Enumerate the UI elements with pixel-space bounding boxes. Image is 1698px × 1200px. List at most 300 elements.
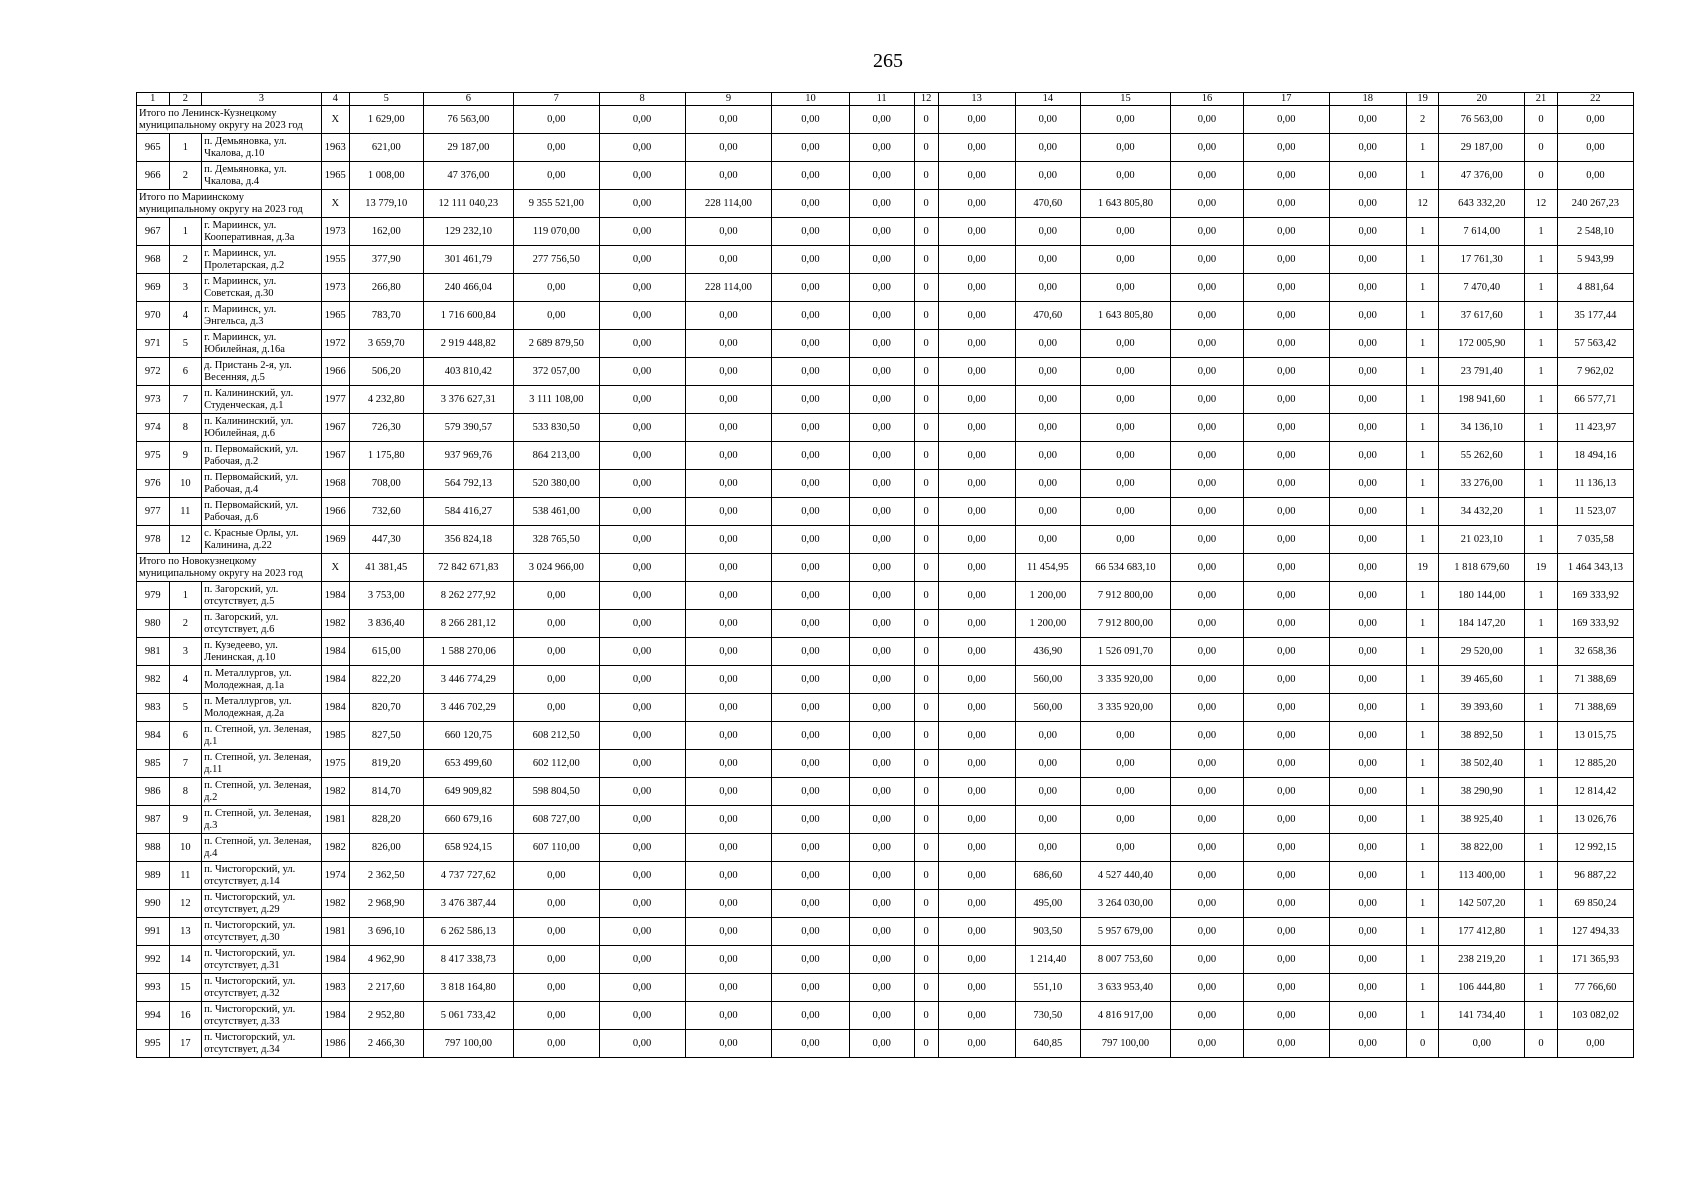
table-cell: 0,00 xyxy=(1243,946,1329,974)
table-cell: 0,00 xyxy=(1171,750,1244,778)
table-cell: 0,00 xyxy=(599,414,685,442)
table-cell: 0,00 xyxy=(1329,778,1406,806)
table-cell: 726,30 xyxy=(349,414,423,442)
table-row xyxy=(137,358,1634,386)
table-cell: 602 112,00 xyxy=(513,750,599,778)
table-cell: 0,00 xyxy=(1243,442,1329,470)
table-cell: 0,00 xyxy=(685,442,772,470)
table-cell: 0 xyxy=(914,554,938,582)
table-cell: 171 365,93 xyxy=(1557,946,1633,974)
table-cell: 4 737 727,62 xyxy=(423,862,513,890)
table-cell: 0,00 xyxy=(513,694,599,722)
table-cell: 0,00 xyxy=(938,722,1015,750)
table-cell: 77 766,60 xyxy=(1557,974,1633,1002)
table-cell: 0,00 xyxy=(1439,1030,1525,1058)
table-cell: 1984 xyxy=(321,582,349,610)
table-cell: 0,00 xyxy=(685,414,772,442)
table-cell: 3 446 702,29 xyxy=(423,694,513,722)
table-cell: 0,00 xyxy=(1015,274,1080,302)
table-cell: 0,00 xyxy=(685,498,772,526)
table-cell: 0,00 xyxy=(849,218,914,246)
table-cell: 0,00 xyxy=(1171,582,1244,610)
table-cell: 0,00 xyxy=(849,554,914,582)
table-cell: 162,00 xyxy=(349,218,423,246)
table-cell: 0,00 xyxy=(1329,330,1406,358)
table-cell: 12 xyxy=(169,526,202,554)
table-cell: 966 xyxy=(137,162,170,190)
table-cell: 0,00 xyxy=(685,1002,772,1030)
table-cell: 1984 xyxy=(321,946,349,974)
table-cell: 0,00 xyxy=(849,666,914,694)
table-cell: 0,00 xyxy=(772,918,849,946)
table-cell: 989 xyxy=(137,862,170,890)
table-cell: 0,00 xyxy=(772,582,849,610)
table-cell: 0,00 xyxy=(599,386,685,414)
table-cell: 1966 xyxy=(321,358,349,386)
table-cell: 0 xyxy=(914,1002,938,1030)
table-cell: 0,00 xyxy=(599,526,685,554)
table-cell: 1 716 600,84 xyxy=(423,302,513,330)
table-cell: 0 xyxy=(914,498,938,526)
table-cell: 0,00 xyxy=(1243,162,1329,190)
table-cell: 3 753,00 xyxy=(349,582,423,610)
table-cell: 16 xyxy=(169,1002,202,1030)
table-cell: 0,00 xyxy=(599,862,685,890)
table-cell: 11 423,97 xyxy=(1557,414,1633,442)
table-cell: 72 842 671,83 xyxy=(423,554,513,582)
table-cell: 0,00 xyxy=(1329,582,1406,610)
table-cell: 0,00 xyxy=(1243,834,1329,862)
table-cell: 0,00 xyxy=(1329,666,1406,694)
table-cell: 615,00 xyxy=(349,638,423,666)
address-cell: п. Демьяновка, ул. Чкалова, д.4 xyxy=(202,162,321,190)
table-cell: 0,00 xyxy=(1015,106,1080,134)
table-cell: 903,50 xyxy=(1015,918,1080,946)
table-cell: 0,00 xyxy=(1557,106,1633,134)
table-cell: 1972 xyxy=(321,330,349,358)
table-cell: 3 476 387,44 xyxy=(423,890,513,918)
table-cell: 0,00 xyxy=(599,974,685,1002)
table-cell: 0,00 xyxy=(772,946,849,974)
table-cell: 0,00 xyxy=(1015,526,1080,554)
table-row xyxy=(137,946,1634,974)
table-cell: 0,00 xyxy=(599,806,685,834)
table-cell: 0,00 xyxy=(1171,778,1244,806)
address-cell: п. Степной, ул. Зеленая, д.2 xyxy=(202,778,321,806)
table-cell: 0,00 xyxy=(772,330,849,358)
table-cell: 1 xyxy=(1525,302,1558,330)
table-cell: 8 007 753,60 xyxy=(1080,946,1170,974)
column-number: 22 xyxy=(1557,93,1633,106)
table-cell: 0,00 xyxy=(938,1030,1015,1058)
table-cell: 797 100,00 xyxy=(1080,1030,1170,1058)
table-cell: 436,90 xyxy=(1015,638,1080,666)
table-cell: 1963 xyxy=(321,134,349,162)
address-cell: п. Чистогорский, ул. отсутствует, д.14 xyxy=(202,862,321,890)
column-number: 14 xyxy=(1015,93,1080,106)
table-cell: 57 563,42 xyxy=(1557,330,1633,358)
table-cell: 1 xyxy=(1525,358,1558,386)
table-cell: 819,20 xyxy=(349,750,423,778)
table-cell: 0,00 xyxy=(599,778,685,806)
table-cell: 3 264 030,00 xyxy=(1080,890,1170,918)
table-cell: 1982 xyxy=(321,610,349,638)
table-cell: 0,00 xyxy=(938,358,1015,386)
table-cell: 0 xyxy=(914,246,938,274)
table-cell: 0,00 xyxy=(1015,806,1080,834)
table-cell: 0,00 xyxy=(938,862,1015,890)
total-row xyxy=(137,190,1634,218)
table-cell: 0,00 xyxy=(938,582,1015,610)
table-cell: 0,00 xyxy=(938,162,1015,190)
table-cell: 0,00 xyxy=(685,918,772,946)
table-cell: 0,00 xyxy=(938,974,1015,1002)
table-cell: 0,00 xyxy=(849,946,914,974)
table-cell: 1 xyxy=(1406,470,1439,498)
table-cell: 0,00 xyxy=(685,862,772,890)
table-cell: 0,00 xyxy=(772,834,849,862)
column-number: 9 xyxy=(685,93,772,106)
table-cell: 969 xyxy=(137,274,170,302)
table-cell: 0,00 xyxy=(1329,1030,1406,1058)
table-cell: 0,00 xyxy=(685,778,772,806)
table-cell: 0,00 xyxy=(1171,918,1244,946)
table-cell: 0,00 xyxy=(849,862,914,890)
table-cell: 0,00 xyxy=(599,610,685,638)
table-cell: 730,50 xyxy=(1015,1002,1080,1030)
column-number: 11 xyxy=(849,93,914,106)
table-row xyxy=(137,722,1634,750)
table-cell: 0,00 xyxy=(513,106,599,134)
table-cell: 0,00 xyxy=(1080,526,1170,554)
table-cell: 0,00 xyxy=(849,274,914,302)
table-cell: 976 xyxy=(137,470,170,498)
table-cell: 13 026,76 xyxy=(1557,806,1633,834)
table-cell: 0,00 xyxy=(938,302,1015,330)
table-cell: 37 617,60 xyxy=(1439,302,1525,330)
table-cell: 103 082,02 xyxy=(1557,1002,1633,1030)
table-cell: 0,00 xyxy=(685,694,772,722)
table-cell: 0,00 xyxy=(772,750,849,778)
table-cell: 0,00 xyxy=(599,274,685,302)
table-cell: 0,00 xyxy=(1243,806,1329,834)
table-cell: 0,00 xyxy=(849,890,914,918)
table-cell: 0,00 xyxy=(849,1002,914,1030)
table-cell: 864 213,00 xyxy=(513,442,599,470)
table-cell: 0,00 xyxy=(513,582,599,610)
table-cell: 1 818 679,60 xyxy=(1439,554,1525,582)
table-row xyxy=(137,386,1634,414)
table-cell: 1 xyxy=(1525,918,1558,946)
table-cell: 377,90 xyxy=(349,246,423,274)
table-cell: 0,00 xyxy=(938,750,1015,778)
table-cell: 0,00 xyxy=(849,470,914,498)
table-cell: 38 290,90 xyxy=(1439,778,1525,806)
table-cell: 0,00 xyxy=(1080,470,1170,498)
table-row xyxy=(137,330,1634,358)
table-cell: 9 xyxy=(169,442,202,470)
table-cell: 1 xyxy=(1406,890,1439,918)
table-cell: 732,60 xyxy=(349,498,423,526)
table-cell: 533 830,50 xyxy=(513,414,599,442)
table-cell: 0,00 xyxy=(1080,162,1170,190)
column-number: 10 xyxy=(772,93,849,106)
table-cell: 113 400,00 xyxy=(1439,862,1525,890)
table-cell: 2 968,90 xyxy=(349,890,423,918)
table-cell: 0,00 xyxy=(599,134,685,162)
table-cell: 29 520,00 xyxy=(1439,638,1525,666)
address-cell: г. Мариинск, ул. Кооперативная, д.3а xyxy=(202,218,321,246)
table-cell: X xyxy=(321,106,349,134)
table-cell: 34 432,20 xyxy=(1439,498,1525,526)
table-cell: 1 xyxy=(1525,946,1558,974)
table-cell: 0,00 xyxy=(938,386,1015,414)
table-cell: 127 494,33 xyxy=(1557,918,1633,946)
table-cell: 18 494,16 xyxy=(1557,442,1633,470)
table-cell: 0,00 xyxy=(1171,470,1244,498)
table-cell: 1 xyxy=(1406,498,1439,526)
table-cell: 0,00 xyxy=(599,834,685,862)
table-cell: 974 xyxy=(137,414,170,442)
table-cell: 1 xyxy=(1525,890,1558,918)
table-cell: 3 335 920,00 xyxy=(1080,666,1170,694)
table-cell: 0,00 xyxy=(938,554,1015,582)
table-cell: 71 388,69 xyxy=(1557,694,1633,722)
table-cell: 41 381,45 xyxy=(349,554,423,582)
table-cell: 356 824,18 xyxy=(423,526,513,554)
table-cell: 0,00 xyxy=(1171,274,1244,302)
table-cell: 0,00 xyxy=(772,890,849,918)
table-cell: 0,00 xyxy=(685,806,772,834)
table-cell: 0,00 xyxy=(849,1030,914,1058)
table-cell: 686,60 xyxy=(1015,862,1080,890)
table-cell: 0,00 xyxy=(1329,218,1406,246)
table-cell: 0,00 xyxy=(1329,470,1406,498)
address-cell: п. Первомайский, ул. Рабочая, д.2 xyxy=(202,442,321,470)
table-cell: 0,00 xyxy=(772,134,849,162)
table-cell: 0,00 xyxy=(1243,694,1329,722)
table-cell: 1 643 805,80 xyxy=(1080,190,1170,218)
table-cell: 986 xyxy=(137,778,170,806)
table-cell: 1 xyxy=(1525,778,1558,806)
table-cell: 607 110,00 xyxy=(513,834,599,862)
table-cell: 551,10 xyxy=(1015,974,1080,1002)
table-cell: 0,00 xyxy=(1329,442,1406,470)
table-cell: 653 499,60 xyxy=(423,750,513,778)
table-cell: 0,00 xyxy=(849,834,914,862)
table-cell: 0,00 xyxy=(1171,666,1244,694)
table-cell: 11 xyxy=(169,862,202,890)
table-cell: 0,00 xyxy=(599,946,685,974)
table-cell: 7 912 800,00 xyxy=(1080,610,1170,638)
table-cell: 0,00 xyxy=(1015,330,1080,358)
column-number: 20 xyxy=(1439,93,1525,106)
table-cell: 0,00 xyxy=(1243,862,1329,890)
table-cell: 0,00 xyxy=(849,722,914,750)
table-cell: 12 111 040,23 xyxy=(423,190,513,218)
table-cell: 106 444,80 xyxy=(1439,974,1525,1002)
table-cell: 1 xyxy=(1406,330,1439,358)
table-cell: 1 xyxy=(1525,470,1558,498)
table-cell: 0,00 xyxy=(1171,946,1244,974)
table-cell: 993 xyxy=(137,974,170,1002)
table-cell: 1 xyxy=(1406,162,1439,190)
table-cell: 0,00 xyxy=(513,302,599,330)
table-cell: 0,00 xyxy=(849,246,914,274)
table-cell: 0,00 xyxy=(1243,638,1329,666)
table-cell: 3 024 966,00 xyxy=(513,554,599,582)
address-cell: с. Красные Орлы, ул. Калинина, д.22 xyxy=(202,526,321,554)
table-cell: 0,00 xyxy=(1171,330,1244,358)
table-cell: 0,00 xyxy=(1243,526,1329,554)
table-cell: 981 xyxy=(137,638,170,666)
table-cell: 0,00 xyxy=(938,470,1015,498)
table-cell: 1 xyxy=(1525,246,1558,274)
table-cell: 0 xyxy=(914,106,938,134)
table-cell: 0,00 xyxy=(849,106,914,134)
table-cell: 0,00 xyxy=(1243,246,1329,274)
table-cell: 470,60 xyxy=(1015,190,1080,218)
table-cell: 12 814,42 xyxy=(1557,778,1633,806)
table-cell: 0 xyxy=(1406,1030,1439,1058)
table-cell: 1 008,00 xyxy=(349,162,423,190)
table-cell: 1 xyxy=(1525,722,1558,750)
table-cell: 2 xyxy=(169,610,202,638)
table-cell: 0,00 xyxy=(938,498,1015,526)
table-cell: 0,00 xyxy=(1329,554,1406,582)
table-cell: 21 023,10 xyxy=(1439,526,1525,554)
table-cell: 0,00 xyxy=(599,918,685,946)
table-cell: 0,00 xyxy=(685,974,772,1002)
table-cell: 240 267,23 xyxy=(1557,190,1633,218)
table-row xyxy=(137,582,1634,610)
table-cell: 0,00 xyxy=(772,218,849,246)
table-cell: 10 xyxy=(169,470,202,498)
table-cell: 0,00 xyxy=(1171,1030,1244,1058)
column-number: 5 xyxy=(349,93,423,106)
table-cell: 1982 xyxy=(321,778,349,806)
table-cell: 0 xyxy=(1525,162,1558,190)
table-cell: 1 xyxy=(1406,862,1439,890)
table-cell: 0,00 xyxy=(1171,610,1244,638)
total-row xyxy=(137,106,1634,134)
table-cell: 1 xyxy=(1406,274,1439,302)
table-cell: 0,00 xyxy=(849,302,914,330)
table-cell: 5 957 679,00 xyxy=(1080,918,1170,946)
table-cell: 0,00 xyxy=(685,1030,772,1058)
table-cell: 0,00 xyxy=(599,638,685,666)
table-cell: 0,00 xyxy=(1329,1002,1406,1030)
table-cell: 0,00 xyxy=(849,974,914,1002)
table-cell: 0 xyxy=(1525,134,1558,162)
table-cell: 5 xyxy=(169,694,202,722)
table-cell: 1 xyxy=(1525,526,1558,554)
table-cell: 0,00 xyxy=(1171,134,1244,162)
table-cell: 0,00 xyxy=(599,722,685,750)
table-cell: 0,00 xyxy=(513,946,599,974)
table-cell: 1 xyxy=(1525,330,1558,358)
table-cell: 0,00 xyxy=(1557,1030,1633,1058)
table-cell: 967 xyxy=(137,218,170,246)
table-cell: 0,00 xyxy=(1329,890,1406,918)
table-cell: 0,00 xyxy=(685,610,772,638)
table-cell: 0,00 xyxy=(1080,106,1170,134)
table-cell: 2 217,60 xyxy=(349,974,423,1002)
table-cell: 0,00 xyxy=(685,358,772,386)
table-row xyxy=(137,1002,1634,1030)
column-number: 12 xyxy=(914,93,938,106)
table-cell: 783,70 xyxy=(349,302,423,330)
table-cell: 0,00 xyxy=(685,162,772,190)
table-cell: 1 xyxy=(1406,218,1439,246)
table-cell: 0,00 xyxy=(1557,134,1633,162)
table-cell: 2 919 448,82 xyxy=(423,330,513,358)
table-cell: 0,00 xyxy=(1329,162,1406,190)
table-cell: 0,00 xyxy=(1171,638,1244,666)
table-cell: 0,00 xyxy=(772,274,849,302)
table-cell: 0,00 xyxy=(1243,582,1329,610)
table-cell: 0 xyxy=(914,442,938,470)
table-cell: 1973 xyxy=(321,274,349,302)
table-cell: 0,00 xyxy=(849,778,914,806)
table-cell: 47 376,00 xyxy=(1439,162,1525,190)
table-cell: 23 791,40 xyxy=(1439,358,1525,386)
table-cell: 2 xyxy=(169,246,202,274)
table-cell: 708,00 xyxy=(349,470,423,498)
table-cell: 1 xyxy=(1525,750,1558,778)
table-cell: 0,00 xyxy=(772,246,849,274)
table-cell: 0,00 xyxy=(599,582,685,610)
table-row xyxy=(137,750,1634,778)
table-cell: 0,00 xyxy=(772,526,849,554)
table-cell: 169 333,92 xyxy=(1557,582,1633,610)
table-cell: 0 xyxy=(914,162,938,190)
table-cell: 1 643 805,80 xyxy=(1080,302,1170,330)
table-cell: 11 523,07 xyxy=(1557,498,1633,526)
table-cell: 39 465,60 xyxy=(1439,666,1525,694)
table-cell: 0,00 xyxy=(1171,806,1244,834)
table-cell: 6 xyxy=(169,358,202,386)
table-cell: 1 xyxy=(1525,862,1558,890)
table-cell: 0,00 xyxy=(772,974,849,1002)
table-cell: 0,00 xyxy=(599,470,685,498)
table-cell: 0,00 xyxy=(599,1002,685,1030)
table-cell: 8 xyxy=(169,778,202,806)
table-cell: 1 464 343,13 xyxy=(1557,554,1633,582)
table-cell: 3 836,40 xyxy=(349,610,423,638)
address-cell: п. Металлургов, ул. Молодежная, д.2а xyxy=(202,694,321,722)
table-cell: 0,00 xyxy=(599,358,685,386)
table-cell: 0,00 xyxy=(1080,386,1170,414)
table-cell: 5 061 733,42 xyxy=(423,1002,513,1030)
table-cell: 0 xyxy=(1525,1030,1558,1058)
table-cell: 7 614,00 xyxy=(1439,218,1525,246)
table-cell: 0,00 xyxy=(1015,246,1080,274)
table-cell: 0,00 xyxy=(599,106,685,134)
table-cell: 0,00 xyxy=(1243,1030,1329,1058)
table-cell: 7 962,02 xyxy=(1557,358,1633,386)
table-cell: 990 xyxy=(137,890,170,918)
table-cell: 96 887,22 xyxy=(1557,862,1633,890)
table-cell: 0,00 xyxy=(1243,218,1329,246)
table-cell: 0,00 xyxy=(1243,302,1329,330)
table-cell: 0,00 xyxy=(1329,246,1406,274)
table-cell: 169 333,92 xyxy=(1557,610,1633,638)
table-cell: 0,00 xyxy=(685,330,772,358)
table-cell: 0,00 xyxy=(772,610,849,638)
table-cell: 2 xyxy=(169,162,202,190)
table-cell: X xyxy=(321,554,349,582)
